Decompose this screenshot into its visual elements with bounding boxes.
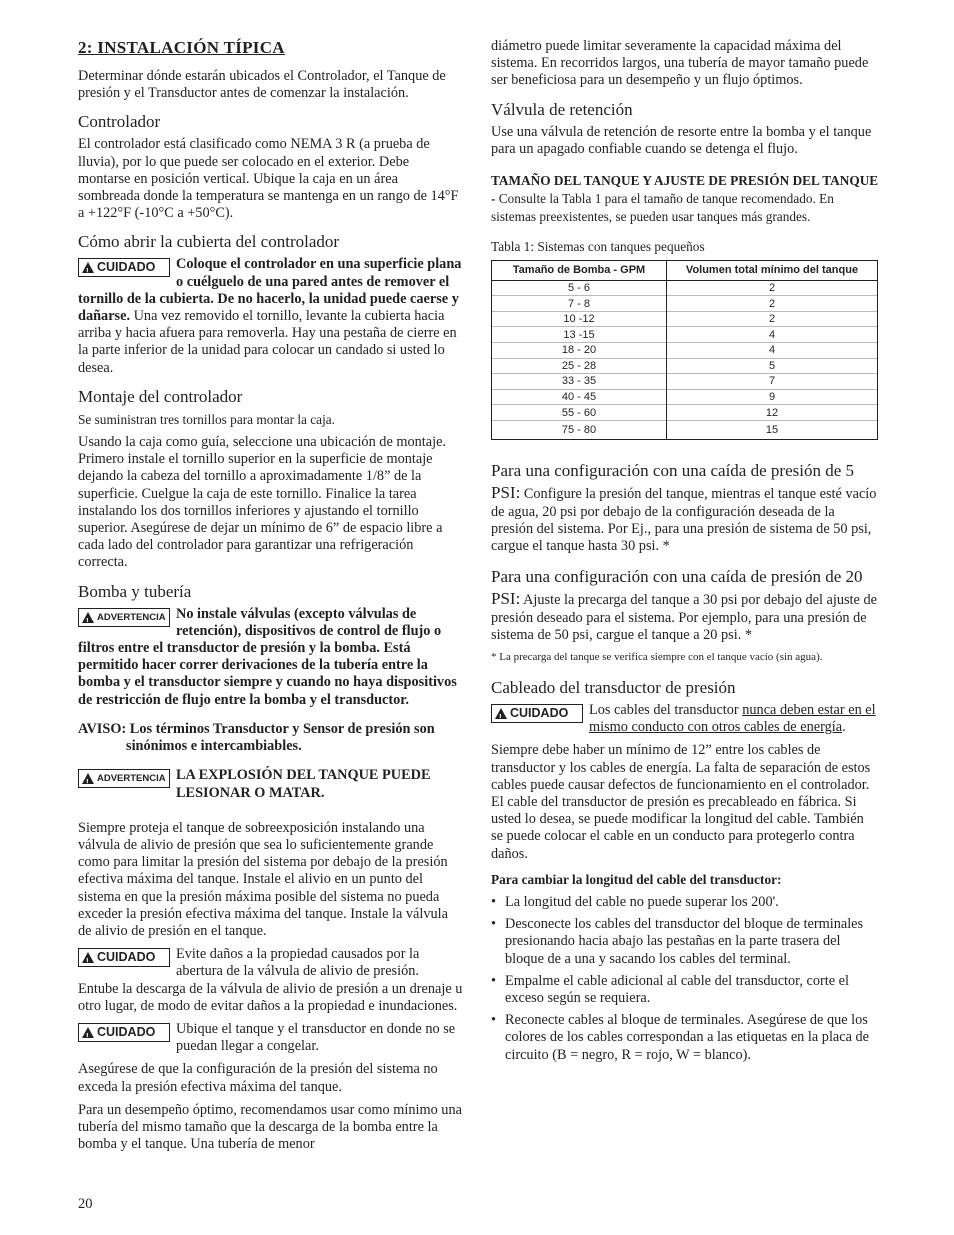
table-row — [492, 420, 878, 439]
table-row — [492, 343, 878, 359]
bomba-text-2: Asegúrese de que la configuración de la presión del sistema no exceda la presión efectiva máxima del tanque. — [78, 1061, 438, 1095]
table-cell: 10 -12 — [492, 311, 667, 327]
bullet-item: • La longitud del cable no puede superar los 200'. — [491, 894, 779, 911]
table-row — [492, 280, 878, 296]
bullet-item: • Empalme el cable adicional al cable del transductor, corte el exceso según se requiera. — [491, 972, 849, 1007]
footnote: * La precarga del tanque se verifica siempre con el tanque vacío (sin agua). — [491, 650, 823, 663]
cableado-subheading: Para cambiar la longitud del cable del transductor: — [491, 871, 782, 887]
caution-block-4 — [78, 1021, 463, 1055]
table-cell: 5 - 6 — [492, 280, 667, 296]
config20-heading: Para una configuración con una caída de presión de 20 PSI: — [491, 566, 863, 608]
bullet-item: • Reconecte cables al bloque de terminales. Asegúrese de que los colores de los cables correspondan a las etiquetas en la placa de circuito (B = negro, R = rojo, W = blanco). — [491, 1012, 870, 1063]
table-cell: 4 — [667, 343, 878, 359]
table-row — [492, 327, 878, 343]
section-title: 2: INSTALACIÓN TÍPICA — [78, 38, 285, 57]
heading-cableado: Cableado del transductor de presión — [491, 677, 736, 697]
valvula-text: Use una válvula de retención de resorte entre la bomba y el tanque para un apagado confiable cuando se detenga el flujo. — [491, 123, 872, 157]
warning-label: ADVERTENCIA — [97, 611, 166, 623]
table-cell: 2 — [667, 296, 878, 312]
caution-text-4: Ubique el tanque y el transductor en donde no se puedan llegar a congelar. — [176, 1020, 456, 1055]
cubierta-text: Una vez removido el tornillo, levante la cubierta hacia arriba y hacia afuera para removerla. Hay una pestaña de cierre en la parte inferior de la unidad para colocar un candado si usted lo desea. — [78, 308, 457, 376]
table-caption: Tabla 1: Sistemas con tanques pequeños — [491, 238, 705, 254]
config5-text: Configure la presión del tanque, mientras el tanque esté vacío de agua, 20 psi por debajo de la configuración deseada de la presión del sistema. Por Ej., para una presión de sistema de 50 psi, cargue el tanque hasta 30 psi. * — [491, 485, 877, 555]
caution-label-4: CUIDADO — [97, 1024, 156, 1039]
warning-triangle-icon — [82, 612, 94, 623]
table-row — [492, 405, 878, 421]
table-cell: 7 — [667, 374, 878, 390]
table-cell: 7 - 8 — [492, 296, 667, 312]
explosion-warning-block — [78, 767, 463, 801]
caution-badge — [78, 258, 170, 277]
table-cell: 13 -15 — [492, 327, 667, 343]
table-header-row — [492, 260, 878, 280]
config5-block — [491, 460, 879, 556]
cableado-caution-underlined: nunca deben estar en el mismo conducto con otros cables de energía — [589, 701, 876, 736]
caution-label-5: CUIDADO — [510, 705, 569, 720]
left-column — [78, 38, 463, 1159]
bomba-warning-text: No instale válvulas (excepto válvulas de retención), dispositivos de control de flujo o filtros entre el transductor de presión y la bomba. Está permitido hacer correr derivaciones de la tubería entre la bomba y el transductor siempre y cuando no haya dispositivos de restricción de flujo entre la bomba y el transductor. — [78, 605, 457, 708]
table-cell: 15 — [667, 420, 878, 439]
warning-triangle-icon — [495, 708, 507, 719]
caution-label: CUIDADO — [97, 260, 156, 275]
table-cell: 2 — [667, 311, 878, 327]
continued-text: diámetro puede limitar severamente la capacidad máxima del sistema. En recorridos largos, una tubería de mayor tamaño puede ser beneficiosa para un desempeño y un flujo óptimos. — [491, 38, 869, 89]
table-cell: 18 - 20 — [492, 343, 667, 359]
warning-label-2: ADVERTENCIA — [97, 773, 166, 785]
table-cell: 40 - 45 — [492, 389, 667, 405]
montaje-text-2: Usando la caja como guía, seleccione una ubicación de montaje. Primero instale el tornillo superior en la superficie de montaje dejando la cabeza del tornillo a aproximadamente 1/8” de la superficie. Cuelgue la caja de este tornillo. Finalice la tarea instalando los dos tornillos inferiores y ajustando el tornillo superior. Asegúrese de dejar un mínimo de 6” de espacio libre a cada lado del controlador para garantizar una refrigeración correcta. — [78, 434, 446, 571]
table-cell: 4 — [667, 327, 878, 343]
tank-table — [491, 260, 878, 440]
table-cell: 25 - 28 — [492, 358, 667, 374]
heading-controlador: Controlador — [78, 112, 161, 132]
heading-bomba: Bomba y tubería — [78, 581, 192, 601]
config5-heading: Para una configuración con una caída de presión de 5 PSI: — [491, 460, 854, 502]
table-row — [492, 374, 878, 390]
caution-badge-3 — [78, 948, 170, 967]
right-column — [491, 38, 879, 1069]
cubierta-block — [78, 256, 463, 376]
bullet-item: • Desconecte los cables del transductor del bloque de terminales presionando hacia abajo las pestañas en la parte trasera del bloque de a una y sacando los cables del terminal. — [491, 916, 864, 967]
warning-triangle-icon — [82, 952, 94, 963]
tamano-text: Consulte la Tabla 1 para el tamaño de tanque recomendado. En sistemas preexistentes, se pueden usar tanques más grandes. — [491, 191, 834, 225]
table-header-pump: Tamaño de Bomba - GPM — [492, 260, 667, 280]
table-row — [492, 389, 878, 405]
caution-badge-5 — [491, 704, 583, 723]
heading-valvula: Válvula de retención — [491, 99, 633, 119]
caution-label-3: CUIDADO — [97, 950, 156, 965]
cableado-caution-pre: Los cables del transductor — [589, 701, 743, 718]
caution-text-3: Evite daños a la propiedad causados por la abertura de la válvula de alivio de presión. Entube la descarga de la válvula de alivio de presión a un drenaje u otro lugar, de modo de evitar daños a la propiedad e inundaciones. — [78, 946, 463, 1014]
table-cell: 33 - 35 — [492, 374, 667, 390]
warning-triangle-icon — [82, 1027, 94, 1038]
warning-badge-2 — [78, 769, 170, 788]
warning-triangle-icon — [82, 262, 94, 273]
table-row — [492, 296, 878, 312]
caution-block-3 — [78, 946, 463, 1015]
explosion-warning-text: LA EXPLOSIÓN DEL TANQUE PUEDE LESIONAR O MATAR. — [176, 767, 431, 801]
heading-cubierta: Cómo abrir la cubierta del controlador — [78, 232, 340, 252]
table-cell: 75 - 80 — [492, 420, 667, 439]
warning-badge — [78, 608, 170, 627]
table-cell: 5 — [667, 358, 878, 374]
tamano-block — [491, 172, 879, 227]
controlador-text: El controlador está clasificado como NEMA 3 R (a prueba de lluvia), por lo que puede ser colocado en el exterior. Debe montarse en posición vertical. Ubique la caja en un área sombreada donde la temperatura se mantenga en un rango de 14°F a +122°F (-10°C a +50°C). — [78, 136, 459, 222]
bomba-text-1: Siempre proteja el tanque de sobreexposición instalando una válvula de alivio de presión que sea lo suficientemente grande como para limitar la presión del sistema por debajo de la presión efectiva máxima del tanque. Instale el alivio en un punto del sistema en que la presión máxima posible del sistema no pueda exceder la presión efectiva máxima del tanque. Instale la válvula de alivio de presión en el tanque. — [78, 819, 448, 939]
table-row — [492, 311, 878, 327]
table-row — [492, 358, 878, 374]
bomba-text-3: Para un desempeño óptimo, recomendamos usar como mínimo una tubería del mismo tamaño que la descarga de la bomba entre la bomba y el tanque. Una tubería de menor — [78, 1101, 462, 1153]
caution-badge-4 — [78, 1023, 170, 1042]
aviso-text: AVISO: Los términos Transductor y Sensor de presión son sinónimos e intercambiables. — [78, 720, 435, 755]
cableado-caution-block — [491, 702, 879, 736]
heading-montaje: Montaje del controlador — [78, 386, 243, 406]
config20-text: Ajuste la precarga del tanque a 30 psi por debajo del ajuste de presión deseado para el sistema. Por ejemplo, para una presión de sistema de 50 psi, cargue el tanque a 20 psi. * — [491, 591, 877, 643]
cableado-text: Siempre debe haber un mínimo de 12” entre los cables de transductor y los cables de energía. La falta de separación de estos cables puede causar defectos de funcionamiento en el controlador. El cable del transductor de presión es precableado en fábrica. Si usted lo desea, se puede modificar la longitud del cable. También se puede colocar el cable en un conducto para protegerlo contra daños. — [491, 742, 871, 862]
table-cell: 55 - 60 — [492, 405, 667, 421]
intro-text: Determinar dónde estarán ubicados el Controlador, el Tanque de presión y el Transductor antes de comenzar la instalación. — [78, 68, 446, 102]
page-number: 20 — [78, 1196, 93, 1212]
warning-triangle-icon — [82, 773, 94, 784]
table-header-volume: Volumen total mínimo del tanque — [667, 260, 878, 280]
tamano-heading: TAMAÑO DEL TANQUE Y AJUSTE DE PRESIÓN DEL TANQUE - — [491, 173, 879, 207]
montaje-text-1: Se suministran tres tornillos para montar la caja. — [78, 411, 336, 427]
table-cell: 2 — [667, 280, 878, 296]
table-cell: 12 — [667, 405, 878, 421]
config20-block — [491, 566, 879, 644]
table-cell: 9 — [667, 389, 878, 405]
cableado-caution-post: . — [842, 719, 846, 736]
bomba-warning-block — [78, 606, 463, 709]
cubierta-warning-text: Coloque el controlador en una superficie plana o cuélguelo de una pared antes de remover el tornillo de la cubierta. De no hacerlo, la unidad puede caerse y dañarse. — [78, 256, 462, 325]
